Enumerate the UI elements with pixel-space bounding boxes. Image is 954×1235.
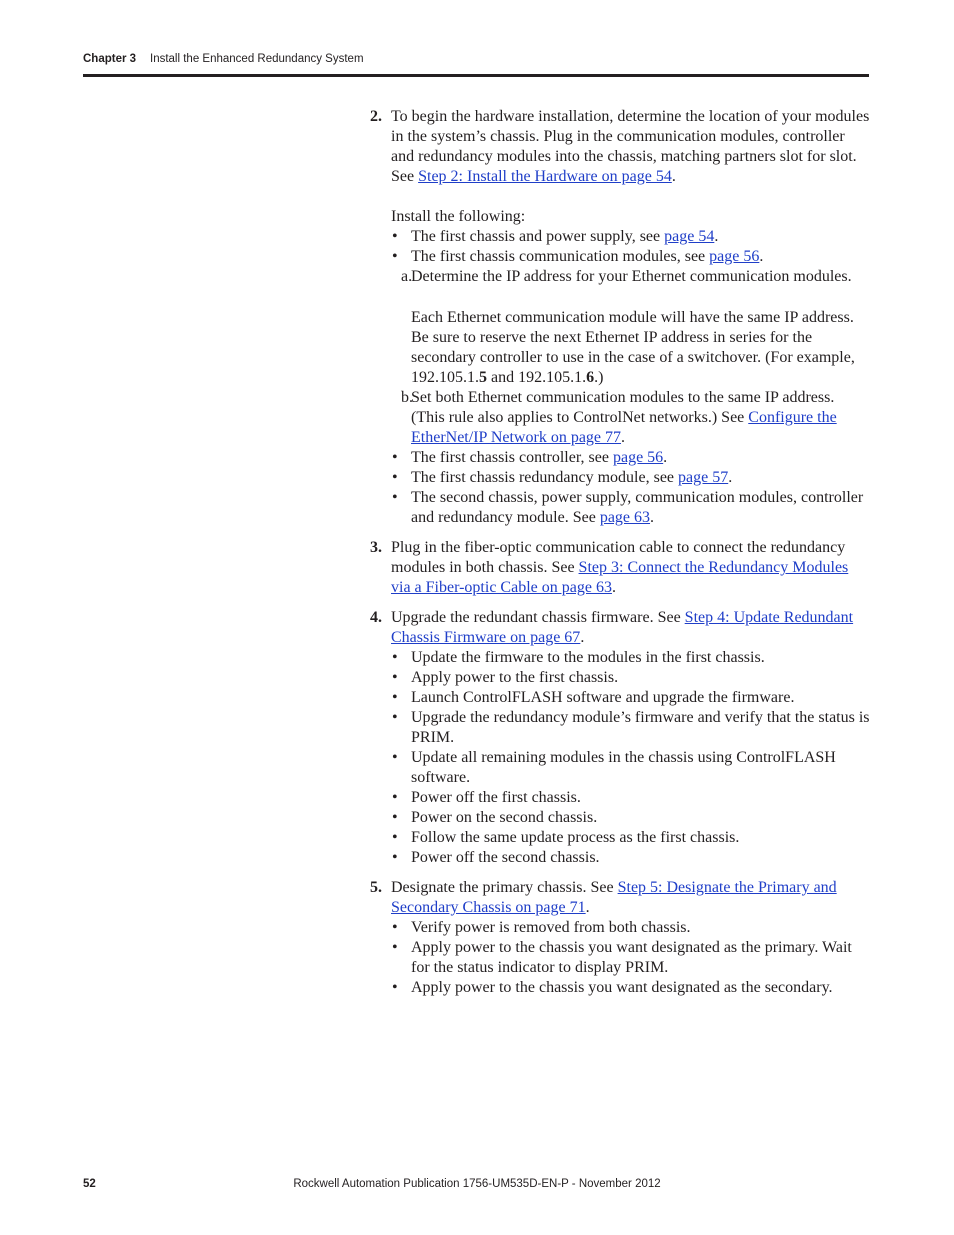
install-label: Install the following: (391, 208, 526, 225)
bullet-item: • Update the firmware to the modules in the first chassis. (370, 648, 870, 668)
bullet-item: • Upgrade the redundancy module’s firmware and verify that the status is PRIM. (370, 708, 870, 748)
page-number: 52 (83, 1178, 96, 1190)
step-text: Plug in the fiber-optic communication cable to connect the redundancy modules in both chassis. See Step 3: Connect the Redundancy Modules via a Fiber-optic Cable on page 63. (391, 539, 849, 596)
step-5 (370, 878, 870, 918)
page-link[interactable]: page 56 (709, 248, 760, 265)
step-number: 5. (370, 879, 382, 896)
step-text: Upgrade the redundant chassis firmware. See Step 4: Update Redundant Chassis Firmware on page 67. (391, 609, 854, 646)
bullet-item: • The first chassis redundancy module, see page 57. (370, 468, 870, 488)
bullet-item: • Power off the second chassis. (370, 848, 870, 868)
page-link[interactable]: page 56 (612, 449, 664, 466)
step-2-link[interactable]: Step 2: Install the Hardware on page 54 (418, 168, 672, 185)
step-number: 2. (370, 108, 382, 125)
step-3 (370, 538, 870, 598)
bullet-item: • Power on the second chassis. (370, 808, 870, 828)
configure-ethernet-link[interactable]: Configure the EtherNet/IP Network on page 77 (411, 409, 837, 446)
bullet-item: • Apply power to the first chassis. (370, 668, 870, 688)
bullet-item: • The first chassis communication modules, see page 56. (370, 247, 870, 267)
main-content (370, 107, 870, 998)
bullet-item: • The first chassis and power supply, see page 54. (370, 227, 870, 247)
sub-item-a: a. Determine the IP address for your Ethernet communication modules. (401, 268, 852, 285)
bullet-item: • Follow the same update process as the first chassis. (370, 828, 870, 848)
chapter-title: Install the Enhanced Redundancy System (150, 53, 364, 65)
bullet-item: • Verify power is removed from both chassis. (370, 918, 870, 938)
publication-info: Rockwell Automation Publication 1756-UM535D-EN-P - November 2012 (293, 1178, 661, 1190)
step-5-link[interactable]: Step 5: Designate the Primary and Secondary Chassis on page 71 (391, 879, 837, 916)
ip-address-paragraph: Each Ethernet communication module will have the same IP address. Be sure to reserve the next Ethernet IP address in series for the secondary controller to use in the case of a switchover. (For example, 192.105.1.5 and 192.105.1.6.) (411, 309, 855, 386)
step-4 (370, 608, 870, 648)
bullet-item: • The second chassis, power supply, communication modules, controller and redundancy module. See page 63. (370, 488, 870, 528)
step-4-link[interactable]: Step 4: Update Redundant Chassis Firmware on page 67 (391, 609, 854, 646)
bullet-item: • Power off the first chassis. (370, 788, 870, 808)
step-number: 4. (370, 609, 382, 626)
page-link[interactable]: page 54 (664, 228, 715, 245)
sub-item-b: b. Set both Ethernet communication modules to the same IP address. (This rule also applies to ControlNet networks.) See Configure the EtherNet/IP Network on page 77. (401, 389, 837, 446)
step-3-link[interactable]: Step 3: Connect the Redundancy Modules via a Fiber-optic Cable on page 63 (391, 559, 849, 596)
step-text: Designate the primary chassis. See Step 5: Designate the Primary and Secondary Chassis on page 71. (391, 879, 837, 916)
step-number: 3. (370, 539, 382, 556)
chapter-label: Chapter 3 (83, 53, 137, 65)
bullet-item: • Apply power to the chassis you want designated as the secondary. (370, 978, 870, 998)
page-link[interactable]: page 63 (599, 509, 651, 526)
bullet-item: • Apply power to the chassis you want designated as the primary. Wait for the status indicator to display PRIM. (370, 938, 870, 978)
page-link[interactable]: page 57 (678, 469, 729, 486)
header-rule (83, 74, 869, 77)
step-2 (370, 107, 870, 187)
bullet-item: • Update all remaining modules in the chassis using ControlFLASH software. (370, 748, 870, 788)
bullet-item: • The first chassis controller, see page 56. (370, 448, 870, 468)
step-text: To begin the hardware installation, determine the location of your modules in the system’s chassis. Plug in the communication modules, controller and redundancy modules into the chassis, matching partners slot for slot. See Step 2: Install the Hardware on page 54. (391, 108, 870, 185)
bullet-item: • Launch ControlFLASH software and upgrade the firmware. (370, 688, 870, 708)
